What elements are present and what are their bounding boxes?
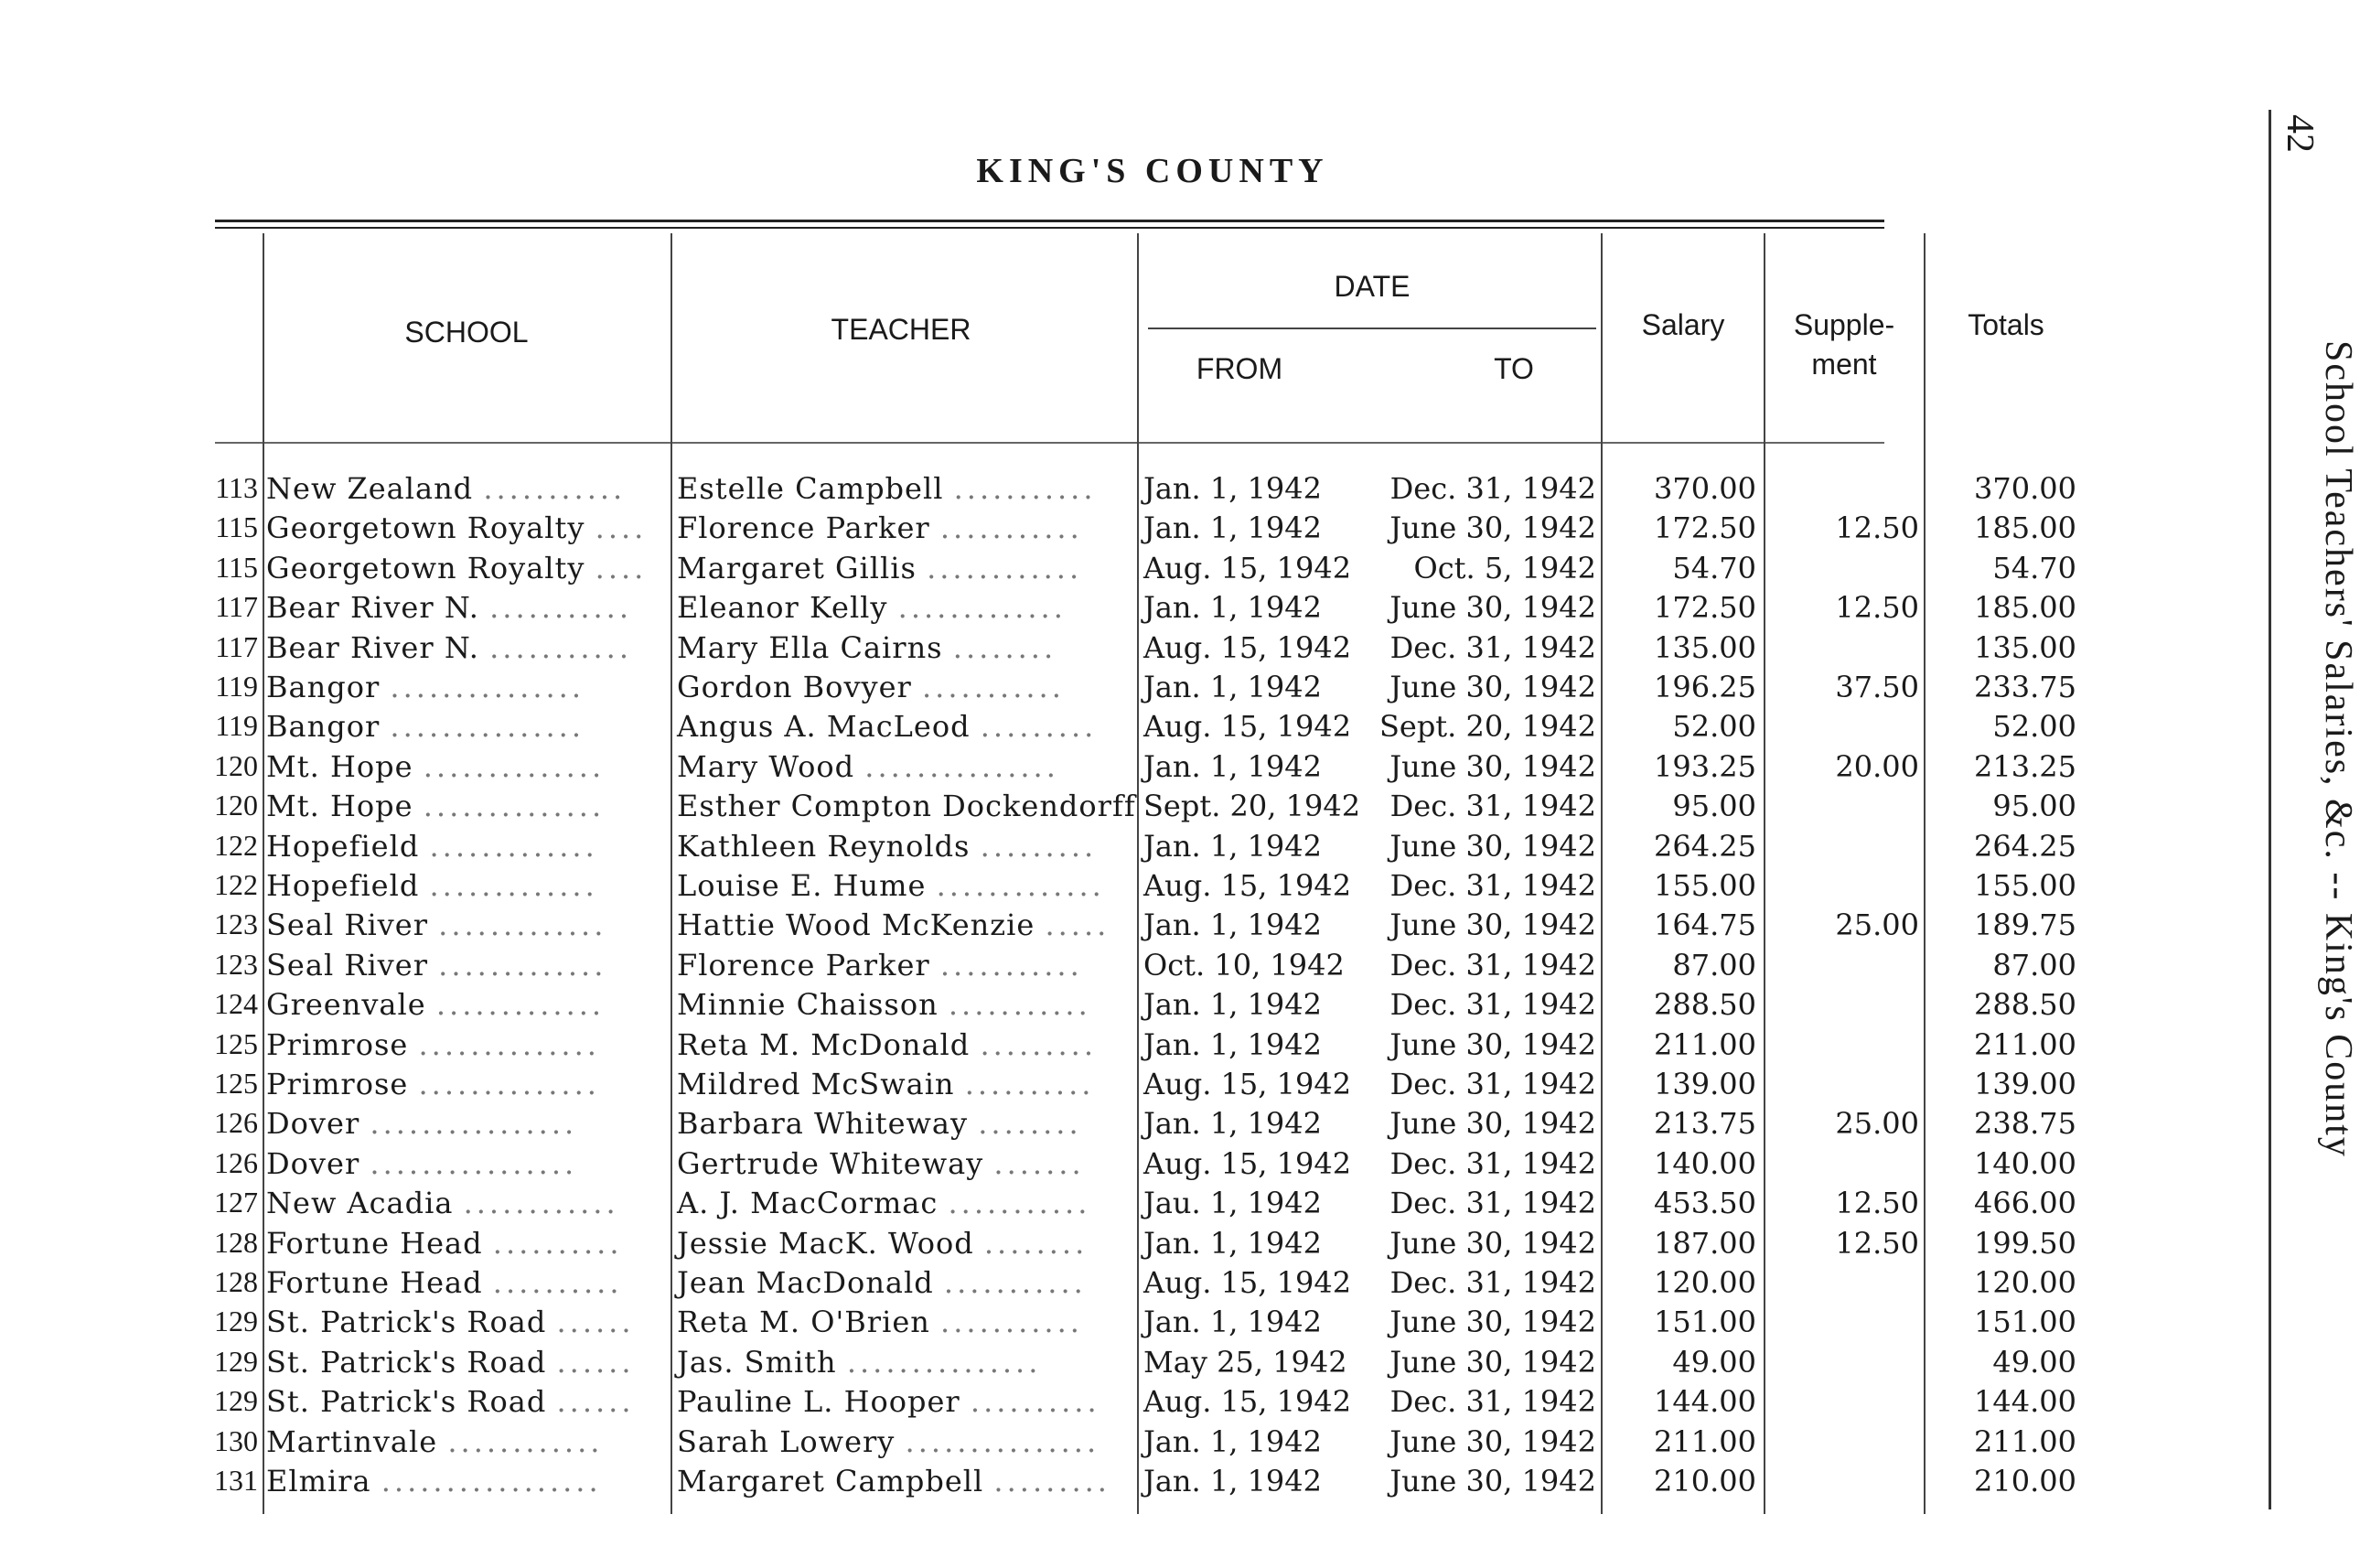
school-name: Bear River N. ........... <box>266 629 632 665</box>
teacher-name: Mary Ella Cairns ........ <box>677 629 1057 665</box>
teacher-name: Sarah Lowery ............... <box>677 1423 1100 1459</box>
date-to: June 30, 1942 <box>1389 670 1596 704</box>
teacher-name: Margaret Campbell ......... <box>677 1464 1110 1498</box>
date-from: Jan. 1, 1942 <box>1143 908 1322 943</box>
school-number: 120 <box>214 748 258 782</box>
salary-value: 87.00 <box>1672 947 1756 983</box>
header-supplement-line2: ment <box>1811 348 1877 381</box>
salary-value: 196.25 <box>1654 670 1756 704</box>
school-number: 127 <box>214 1186 258 1219</box>
table-row <box>0 670 2195 709</box>
teacher-name: Louise E. Hume ............. <box>677 868 1105 903</box>
teacher-name: Florence Parker ........... <box>677 947 1083 983</box>
teacher-name: Reta M. O'Brien ........... <box>677 1305 1083 1340</box>
salary-value: 211.00 <box>1654 1423 1756 1459</box>
school-name: St. Patrick's Road ...... <box>266 1384 635 1420</box>
date-to: June 30, 1942 <box>1389 748 1596 784</box>
school-number: 125 <box>214 1026 258 1060</box>
teacher-name: Mildred McSwain .......... <box>677 1067 1095 1101</box>
table-row <box>0 471 2195 510</box>
page-edge-rule <box>2269 110 2271 1509</box>
page-title: KING'S COUNTY <box>976 152 1329 190</box>
school-number: 122 <box>214 868 258 901</box>
school-name: Hopefield ............. <box>266 828 598 864</box>
table-row <box>0 1186 2195 1225</box>
supplement-value: 12.50 <box>1835 590 1919 626</box>
date-from: Aug. 15, 1942 <box>1143 550 1352 585</box>
teacher-name: Barbara Whiteway ........ <box>677 1106 1082 1142</box>
school-name: Martinvale ............ <box>266 1423 604 1459</box>
date-from: May 25, 1942 <box>1143 1344 1347 1380</box>
salary-value: 213.75 <box>1654 1106 1756 1142</box>
school-number: 125 <box>214 1067 258 1100</box>
school-name: Elmira ................. <box>266 1464 602 1498</box>
school-name: Georgetown Royalty .... <box>266 550 648 585</box>
teacher-name: Hattie Wood McKenzie ..... <box>677 908 1110 943</box>
school-number: 128 <box>214 1225 258 1259</box>
table-row <box>0 1464 2195 1503</box>
school-number: 128 <box>214 1265 258 1298</box>
table-row <box>0 1226 2195 1265</box>
school-name: New Zealand ........... <box>266 471 627 506</box>
salary-value: 151.00 <box>1654 1305 1756 1340</box>
school-name: Mt. Hope .............. <box>266 748 606 784</box>
total-value: 210.00 <box>1974 1464 2076 1498</box>
school-name: Bear River N. ........... <box>266 590 632 626</box>
teacher-name: Gertrude Whiteway ....... <box>677 1145 1085 1181</box>
salary-value: 187.00 <box>1654 1225 1756 1261</box>
teacher-name: Estelle Campbell ........... <box>677 471 1097 506</box>
date-from: Aug. 15, 1942 <box>1143 709 1352 745</box>
supplement-value: 12.50 <box>1835 510 1919 546</box>
salary-value: 144.00 <box>1654 1384 1756 1420</box>
date-to: Dec. 31, 1942 <box>1389 1067 1596 1101</box>
total-value: 155.00 <box>1974 868 2076 903</box>
total-value: 120.00 <box>1974 1265 2076 1300</box>
salary-value: 54.70 <box>1672 550 1756 585</box>
total-value: 144.00 <box>1974 1384 2076 1420</box>
table-row <box>0 1384 2195 1423</box>
total-value: 211.00 <box>1974 1026 2076 1062</box>
salary-value: 95.00 <box>1672 789 1756 824</box>
salary-value: 52.00 <box>1672 709 1756 745</box>
salary-value: 49.00 <box>1672 1344 1756 1380</box>
date-to: June 30, 1942 <box>1389 828 1596 864</box>
teacher-name: Florence Parker ........... <box>677 510 1083 546</box>
date-from: Jan. 1, 1942 <box>1143 471 1322 506</box>
date-from: Aug. 15, 1942 <box>1143 1067 1352 1101</box>
school-name: St. Patrick's Road ...... <box>266 1305 635 1340</box>
date-from: Oct. 10, 1942 <box>1143 947 1345 983</box>
table-row <box>0 789 2195 828</box>
date-from: Jan. 1, 1942 <box>1143 1106 1322 1142</box>
date-to: June 30, 1942 <box>1389 1464 1596 1498</box>
salary-value: 139.00 <box>1654 1067 1756 1101</box>
teacher-name: Jean MacDonald ........... <box>677 1265 1087 1300</box>
school-number: 120 <box>214 789 258 822</box>
teacher-name: Reta M. McDonald ......... <box>677 1026 1097 1062</box>
school-number: 124 <box>214 987 258 1021</box>
total-value: 238.75 <box>1974 1106 2076 1142</box>
total-value: 199.50 <box>1974 1225 2076 1261</box>
date-from: Jan. 1, 1942 <box>1143 1225 1322 1261</box>
header-to: TO <box>1494 352 1534 385</box>
table-row <box>0 709 2195 748</box>
date-to: Dec. 31, 1942 <box>1389 1265 1596 1300</box>
school-name: Primrose .............. <box>266 1026 600 1062</box>
date-to: June 30, 1942 <box>1389 1026 1596 1062</box>
table-row <box>0 749 2195 789</box>
total-value: 211.00 <box>1974 1423 2076 1459</box>
school-number: 129 <box>214 1344 258 1378</box>
school-number: 119 <box>215 670 258 703</box>
school-number: 122 <box>214 828 258 862</box>
table-row <box>0 630 2195 670</box>
school-number: 115 <box>215 550 258 584</box>
date-to: Dec. 31, 1942 <box>1389 471 1596 506</box>
date-to: June 30, 1942 <box>1389 908 1596 943</box>
date-to: Dec. 31, 1942 <box>1389 1384 1596 1420</box>
date-to: June 30, 1942 <box>1389 510 1596 546</box>
date-from: Jan. 1, 1942 <box>1143 510 1322 546</box>
school-number: 130 <box>214 1423 258 1457</box>
date-to: Dec. 31, 1942 <box>1389 629 1596 665</box>
supplement-value: 12.50 <box>1835 1186 1919 1221</box>
salary-value: 155.00 <box>1654 868 1756 903</box>
total-value: 87.00 <box>1992 947 2076 983</box>
total-value: 189.75 <box>1974 908 2076 943</box>
school-name: Georgetown Royalty .... <box>266 510 648 546</box>
teacher-name: Jessie MacK. Wood ........ <box>677 1225 1089 1261</box>
header-totals: Totals <box>1968 308 2044 341</box>
teacher-name: Margaret Gillis ............ <box>677 550 1083 585</box>
teacher-name: Mary Wood ............... <box>677 748 1059 784</box>
salary-value: 164.75 <box>1654 908 1756 943</box>
salary-value: 370.00 <box>1654 471 1756 506</box>
supplement-value: 37.50 <box>1835 670 1919 704</box>
school-number: 129 <box>214 1305 258 1338</box>
table-row <box>0 829 2195 868</box>
date-from: Jan. 1, 1942 <box>1143 748 1322 784</box>
header-date: DATE <box>1334 270 1411 303</box>
school-name: Bangor ............... <box>266 670 585 704</box>
school-number: 117 <box>215 590 258 624</box>
date-to: Dec. 31, 1942 <box>1389 868 1596 903</box>
total-value: 54.70 <box>1992 550 2076 585</box>
total-value: 288.50 <box>1974 987 2076 1023</box>
teacher-name: A. J. MacCormac ........... <box>677 1186 1091 1221</box>
supplement-value: 25.00 <box>1835 1106 1919 1142</box>
date-to: Oct. 5, 1942 <box>1413 550 1596 585</box>
supplement-value: 25.00 <box>1835 908 1919 943</box>
school-name: Bangor ............... <box>266 709 585 745</box>
table-row <box>0 1265 2195 1305</box>
date-to: Dec. 31, 1942 <box>1389 789 1596 824</box>
date-to: June 30, 1942 <box>1389 1344 1596 1380</box>
school-name: Greenvale ............. <box>266 987 606 1023</box>
date-to: Dec. 31, 1942 <box>1389 1145 1596 1181</box>
date-to: June 30, 1942 <box>1389 1305 1596 1340</box>
header-from: FROM <box>1196 352 1283 385</box>
date-from: Jan. 1, 1942 <box>1143 1464 1322 1498</box>
header-school: SCHOOL <box>404 316 529 349</box>
total-value: 135.00 <box>1974 629 2076 665</box>
school-number: 131 <box>214 1464 258 1497</box>
salary-value: 210.00 <box>1654 1464 1756 1498</box>
table-row <box>0 1027 2195 1067</box>
date-from: Aug. 15, 1942 <box>1143 868 1352 903</box>
table-row <box>0 987 2195 1026</box>
school-number: 119 <box>215 709 258 743</box>
total-value: 213.25 <box>1974 748 2076 784</box>
school-name: Seal River ............. <box>266 908 607 943</box>
school-name: Hopefield ............. <box>266 868 598 903</box>
school-name: Fortune Head .......... <box>266 1225 623 1261</box>
date-to: June 30, 1942 <box>1389 590 1596 626</box>
date-from: Jau. 1, 1942 <box>1143 1186 1322 1221</box>
total-value: 185.00 <box>1974 510 2076 546</box>
school-name: Dover ................ <box>266 1145 578 1181</box>
total-value: 140.00 <box>1974 1145 2076 1181</box>
date-from: Jan. 1, 1942 <box>1143 670 1322 704</box>
salary-value: 120.00 <box>1654 1265 1756 1300</box>
salary-value: 211.00 <box>1654 1026 1756 1062</box>
header-supplement-line1: Supple- <box>1793 308 1895 341</box>
top-rule <box>215 220 1884 222</box>
table-row <box>0 510 2195 550</box>
salary-value: 140.00 <box>1654 1145 1756 1181</box>
school-number: 115 <box>215 510 258 544</box>
school-number: 113 <box>215 471 258 504</box>
school-name: Primrose .............. <box>266 1067 600 1101</box>
date-from: Jan. 1, 1942 <box>1143 987 1322 1023</box>
date-from: Jan. 1, 1942 <box>1143 1305 1322 1340</box>
date-to: June 30, 1942 <box>1389 1106 1596 1142</box>
teacher-name: Eleanor Kelly ............. <box>677 590 1067 626</box>
total-value: 466.00 <box>1974 1186 2076 1221</box>
school-name: Seal River ............. <box>266 947 607 983</box>
table-row <box>0 1424 2195 1464</box>
total-value: 95.00 <box>1992 789 2076 824</box>
date-from: Aug. 15, 1942 <box>1143 1145 1352 1181</box>
school-number: 126 <box>214 1145 258 1179</box>
total-value: 264.25 <box>1974 828 2076 864</box>
school-name: Dover ................ <box>266 1106 578 1142</box>
school-number: 123 <box>214 947 258 981</box>
table-row <box>0 1345 2195 1384</box>
table-row <box>0 1146 2195 1186</box>
total-value: 370.00 <box>1974 471 2076 506</box>
date-sub-rule <box>1148 328 1596 329</box>
date-from: Aug. 15, 1942 <box>1143 1265 1352 1300</box>
supplement-value: 12.50 <box>1835 1225 1919 1261</box>
table-row <box>0 1106 2195 1145</box>
total-value: 139.00 <box>1974 1067 2076 1101</box>
date-from: Jan. 1, 1942 <box>1143 1026 1322 1062</box>
date-to: Dec. 31, 1942 <box>1389 987 1596 1023</box>
school-name: Mt. Hope .............. <box>266 789 606 824</box>
school-name: Fortune Head .......... <box>266 1265 623 1300</box>
school-name: New Acadia ............ <box>266 1186 619 1221</box>
top-rule-secondary <box>215 227 1884 229</box>
table-row <box>0 1067 2195 1106</box>
page-number: 42 <box>2279 114 2321 153</box>
date-from: Aug. 15, 1942 <box>1143 1384 1352 1420</box>
side-running-title: School Teachers' Salaries, &c. -- King's County <box>2317 340 2359 1158</box>
school-name: St. Patrick's Road ...... <box>266 1344 635 1380</box>
salary-value: 453.50 <box>1654 1186 1756 1221</box>
header-salary: Salary <box>1641 308 1725 341</box>
date-from: Aug. 15, 1942 <box>1143 629 1352 665</box>
total-value: 52.00 <box>1992 709 2076 745</box>
teacher-name: Gordon Bovyer ........... <box>677 670 1065 704</box>
teacher-name: Minnie Chaisson ........... <box>677 987 1091 1023</box>
date-from: Sept. 20, 1942 <box>1143 789 1361 824</box>
salary-value: 172.50 <box>1654 590 1756 626</box>
date-from: Jan. 1, 1942 <box>1143 828 1322 864</box>
supplement-value: 20.00 <box>1835 748 1919 784</box>
header-bottom-rule <box>215 442 1884 444</box>
date-from: Jan. 1, 1942 <box>1143 590 1322 626</box>
date-to: June 30, 1942 <box>1389 1225 1596 1261</box>
total-value: 233.75 <box>1974 670 2076 704</box>
date-to: Sept. 20, 1942 <box>1378 709 1596 745</box>
table-row <box>0 948 2195 987</box>
teacher-name: Pauline L. Hooper .......... <box>677 1384 1100 1420</box>
school-number: 129 <box>214 1384 258 1418</box>
school-number: 123 <box>214 908 258 941</box>
header-teacher: TEACHER <box>831 313 971 346</box>
table-row <box>0 908 2195 947</box>
table-row <box>0 590 2195 629</box>
teacher-name: Kathleen Reynolds ......... <box>677 828 1098 864</box>
salary-value: 193.25 <box>1654 748 1756 784</box>
teacher-name: Esther Compton Dockendorff <box>677 789 1136 824</box>
salary-value: 288.50 <box>1654 987 1756 1023</box>
table-row <box>0 551 2195 590</box>
date-to: Dec. 31, 1942 <box>1389 947 1596 983</box>
salary-value: 264.25 <box>1654 828 1756 864</box>
salary-value: 135.00 <box>1654 629 1756 665</box>
teacher-name: Angus A. MacLeod ......... <box>677 709 1098 745</box>
teacher-name: Jas. Smith ............... <box>677 1344 1042 1380</box>
total-value: 49.00 <box>1992 1344 2076 1380</box>
date-to: June 30, 1942 <box>1389 1423 1596 1459</box>
date-from: Jan. 1, 1942 <box>1143 1423 1322 1459</box>
total-value: 185.00 <box>1974 590 2076 626</box>
table-row <box>0 1305 2195 1344</box>
table-row <box>0 868 2195 908</box>
school-number: 117 <box>215 629 258 663</box>
school-number: 126 <box>214 1106 258 1140</box>
total-value: 151.00 <box>1974 1305 2076 1340</box>
date-to: Dec. 31, 1942 <box>1389 1186 1596 1221</box>
salary-value: 172.50 <box>1654 510 1756 546</box>
